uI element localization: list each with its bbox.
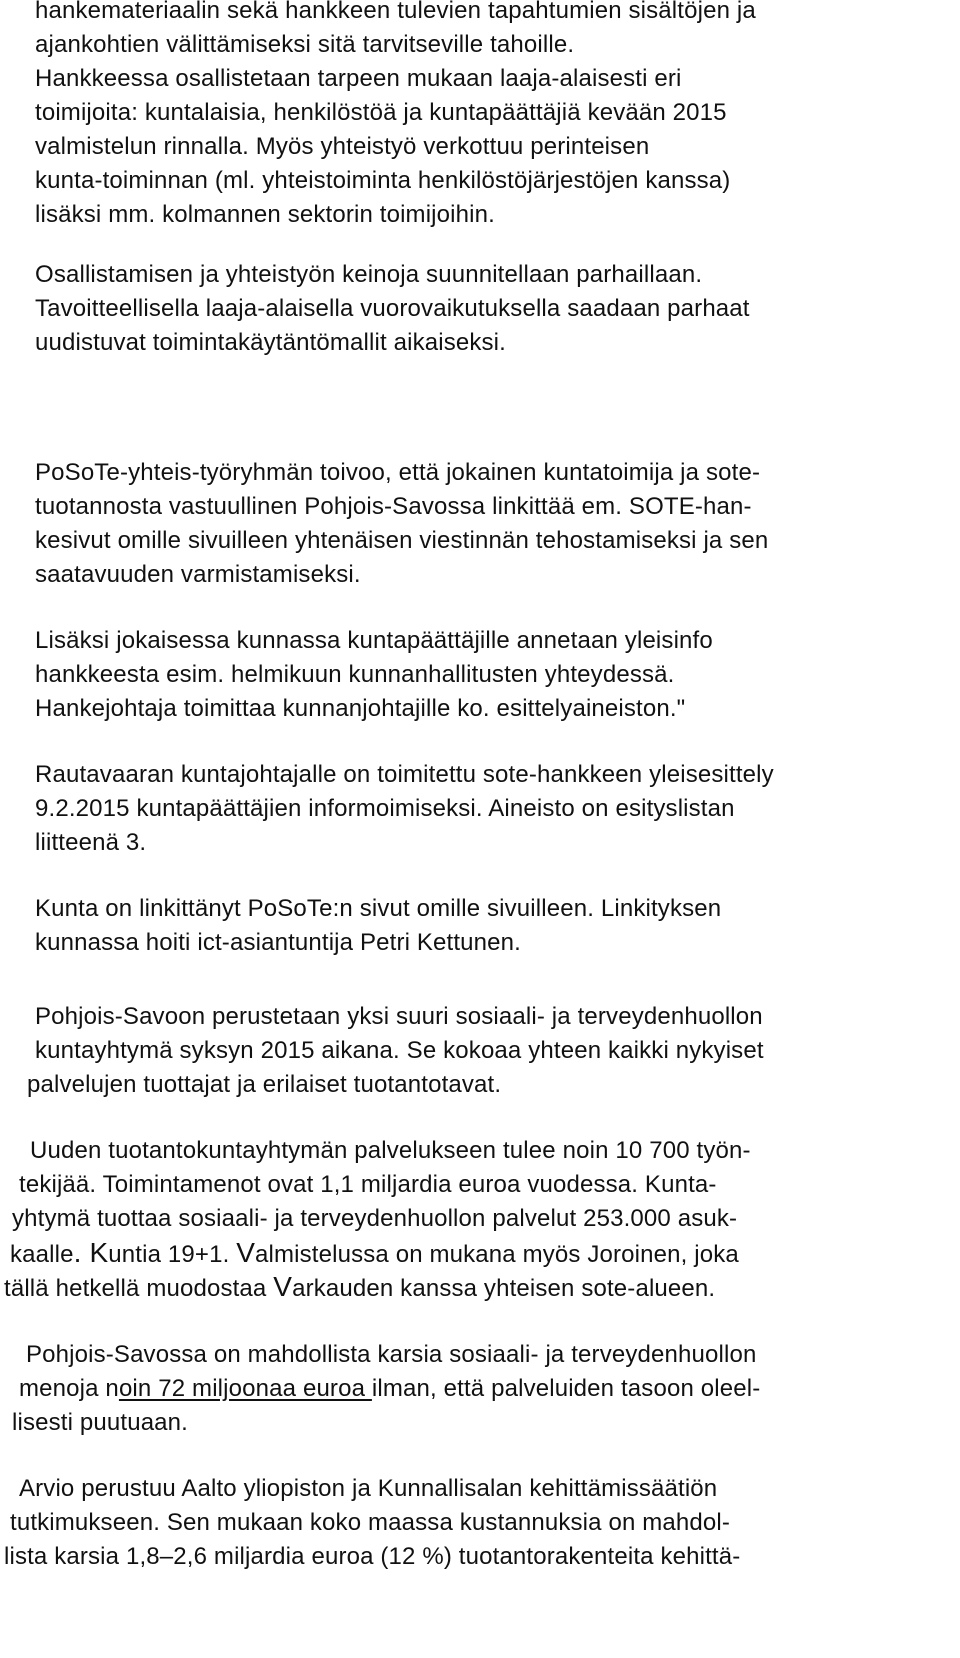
paragraph-1-line: kunta-toiminnan (ml. yhteistoiminta henkilöstöjärjestöjen kanssa) — [35, 167, 731, 194]
paragraph-5-line: Rautavaaran kuntajohtajalle on toimitettu sote-hankkeen yleisesittely — [35, 761, 774, 788]
paragraph-5-line: 9.2.2015 kuntapäättäjien informoimiseksi. Aineisto on esityslistan — [35, 795, 735, 822]
text-segment: V — [236, 1237, 256, 1268]
paragraph-4-line: hankkeesta esim. helmikuun kunnanhallitusten yhteydessä. — [35, 661, 675, 688]
paragraph-7-line: Pohjois-Savoon perustetaan yksi suuri sosiaali- ja terveydenhuollon — [35, 1003, 763, 1030]
text-segment: almistelussa on mukana myös Joroinen, joka — [255, 1241, 739, 1268]
text-segment: arkauden kanssa yhteisen sote-alueen. — [292, 1275, 716, 1302]
paragraph-10-line: Arvio perustuu Aalto yliopiston ja Kunnallisalan kehittämissäätiön — [19, 1475, 718, 1502]
text-segment: ilman, että palveluiden tasoon oleel- — [371, 1375, 761, 1402]
paragraph-3-line: saatavuuden varmistamiseksi. — [35, 561, 361, 588]
paragraph-1-line: valmistelun rinnalla. Myös yhteistyö verkottuu perinteisen — [35, 133, 650, 160]
text-segment: V — [273, 1271, 293, 1302]
paragraph-10-line: lista karsia 1,8–2,6 miljardia euroa (12 %) tuotantorakenteita kehittä- — [4, 1543, 741, 1570]
paragraph-10-line: tutkimukseen. Sen mukaan koko maassa kustannuksia on mahdol- — [10, 1509, 731, 1536]
paragraph-2-line: uudistuvat toimintakäytäntömallit aikaiseksi. — [35, 329, 506, 356]
paragraph-9-line: lisesti puutuaan. — [12, 1409, 188, 1436]
paragraph-4-line: Lisäksi jokaisessa kunnassa kuntapäättäjille annetaan yleisinfo — [35, 627, 713, 654]
paragraph-4-line: Hankejohtaja toimittaa kunnanjohtajille ko. esittelyaineiston." — [35, 695, 686, 722]
paragraph-7-line: palvelujen tuottajat ja erilaiset tuotantotavat. — [27, 1071, 502, 1098]
text-segment: K — [89, 1237, 109, 1268]
paragraph-2-line: Tavoitteellisella laaja-alaisella vuorovaikutuksella saadaan parhaat — [35, 295, 750, 322]
paragraph-6-line: kunnassa hoiti ict-asiantuntija Petri Kettunen. — [35, 929, 521, 956]
paragraph-9-line — [19, 1372, 760, 1406]
paragraph-1-line: Hankkeessa osallistetaan tarpeen mukaan laaja-alaisesti eri — [35, 65, 682, 92]
paragraph-1-line: ajankohtien välittämiseksi sitä tarvitseville tahoille. — [35, 31, 575, 58]
paragraph-7-line: kuntayhtymä syksyn 2015 aikana. Se kokoaa yhteen kaikki nykyiset — [35, 1037, 764, 1064]
paragraph-3-line: PoSoTe-yhteis-työryhmän toivoo, että jokainen kuntatoimija ja sote- — [35, 459, 761, 486]
text-segment: tällä hetkellä muodostaa — [4, 1275, 274, 1302]
paragraph-1-line: hankemateriaalin sekä hankkeen tulevien tapahtumien sisältöjen ja — [35, 0, 756, 24]
paragraph-8-line: Uuden tuotantokuntayhtymän palvelukseen tulee noin 10 700 työn- — [30, 1137, 751, 1164]
text-segment: kaalle — [10, 1241, 74, 1268]
paragraph-1-line: lisäksi mm. kolmannen sektorin toimijoihin. — [35, 201, 495, 228]
text-segment: . — [73, 1237, 90, 1268]
text-segment: untia 19+1. — [108, 1241, 237, 1268]
paragraph-9-line: Pohjois-Savossa on mahdollista karsia sosiaali- ja terveydenhuollon — [26, 1341, 757, 1368]
paragraph-8-line — [4, 1270, 715, 1306]
text-segment: menoja n — [19, 1375, 119, 1402]
paragraph-3-line: tuotannosta vastuullinen Pohjois-Savossa linkittää em. SOTE-han- — [35, 493, 752, 520]
paragraph-8-line — [10, 1236, 739, 1272]
paragraph-2-line: Osallistamisen ja yhteistyön keinoja suunnitellaan parhaillaan. — [35, 261, 703, 288]
paragraph-3-line: kesivut omille sivuilleen yhtenäisen viestinnän tehostamiseksi ja sen — [35, 527, 769, 554]
paragraph-6-line: Kunta on linkittänyt PoSoTe:n sivut omille sivuilleen. Linkityksen — [35, 895, 722, 922]
underlined-amount: oin 72 miljoonaa euroa — [118, 1375, 372, 1402]
paragraph-8-line: tekijää. Toimintamenot ovat 1,1 miljardia euroa vuodessa. Kunta- — [19, 1171, 717, 1198]
paragraph-8-line: yhtymä tuottaa sosiaali- ja terveydenhuollon palvelut 253.000 asuk- — [12, 1205, 738, 1232]
paragraph-5-line: liitteenä 3. — [35, 829, 147, 856]
paragraph-1-line: toimijoita: kuntalaisia, henkilöstöä ja kuntapäättäjiä kevään 2015 — [35, 99, 727, 126]
